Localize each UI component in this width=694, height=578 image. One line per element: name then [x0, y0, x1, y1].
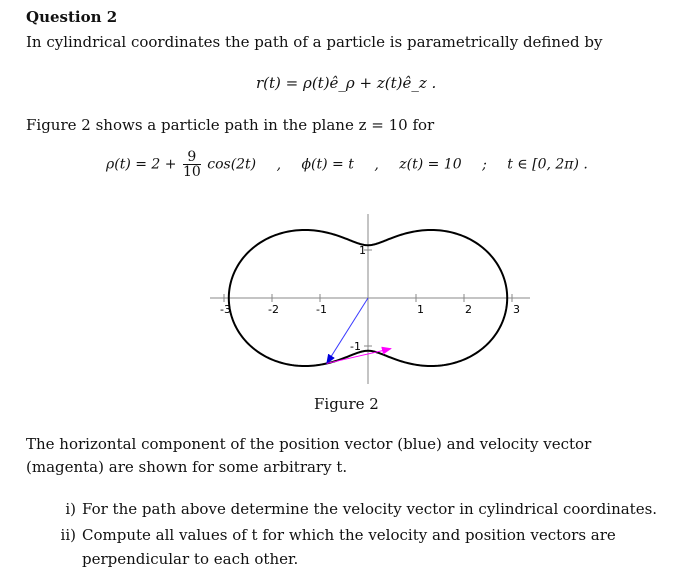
task-marker: ii): [60, 526, 76, 544]
figure-reference-text: Figure 2 shows a particle path in the plane z = 10 for: [26, 116, 435, 134]
figure-caption: Figure 2: [314, 395, 379, 413]
task-marker: i): [65, 500, 76, 518]
task-item: [50, 523, 670, 571]
rho-fraction: [183, 150, 201, 179]
intro-text: In cylindrical coordinates the path of a particle is parametrically defined by: [26, 33, 603, 51]
x-tick-label: 2: [465, 303, 472, 316]
z-eq: z(t) = 10: [399, 156, 462, 173]
x-tick-label: -2: [268, 303, 279, 316]
path-plot: [180, 208, 560, 388]
domain-eq: t ∈ [0, 2π) .: [507, 156, 588, 173]
y-tick-label: -1: [350, 340, 361, 353]
task-text: For the path above determine the velocity vector in cylindrical coordinates.: [82, 500, 658, 518]
rho-rhs: cos(2t): [207, 156, 257, 173]
x-tick-label: 1: [417, 303, 424, 316]
parametric-equations: ρ(t) = 2 + $\frac{9}{10}$ cos(2t) , ϕ(t) = t , z(t) = 10 ; t ∈ [0, 2π) .: [106, 149, 588, 180]
task-item: [50, 497, 670, 521]
rho-fraction-denominator: 10: [182, 164, 201, 180]
x-tick-label: 3: [513, 303, 520, 316]
rho-fraction-numerator: 9: [183, 150, 201, 165]
x-tick-label: -3: [220, 303, 231, 316]
rho-lhs: ρ(t) = 2 +: [106, 156, 177, 173]
y-tick-label: 1: [359, 244, 366, 257]
task-list: [50, 497, 670, 573]
x-tick-label: -1: [316, 303, 327, 316]
phi-eq: ϕ(t) = t: [301, 156, 354, 173]
description-text: The horizontal component of the position vector (blue) and velocity vector (magenta) are shown for some arbitrary t.: [26, 435, 592, 476]
figure-2: [180, 208, 560, 392]
position-vector-arrow: [327, 298, 368, 363]
question-title: Question 2: [26, 8, 118, 26]
position-equation: r(t) = ρ(t)ê_ρ + z(t)ê_z .: [256, 74, 437, 92]
task-text: Compute all values of t for which the velocity and position vectors are perpendicular to each other.: [82, 526, 616, 568]
